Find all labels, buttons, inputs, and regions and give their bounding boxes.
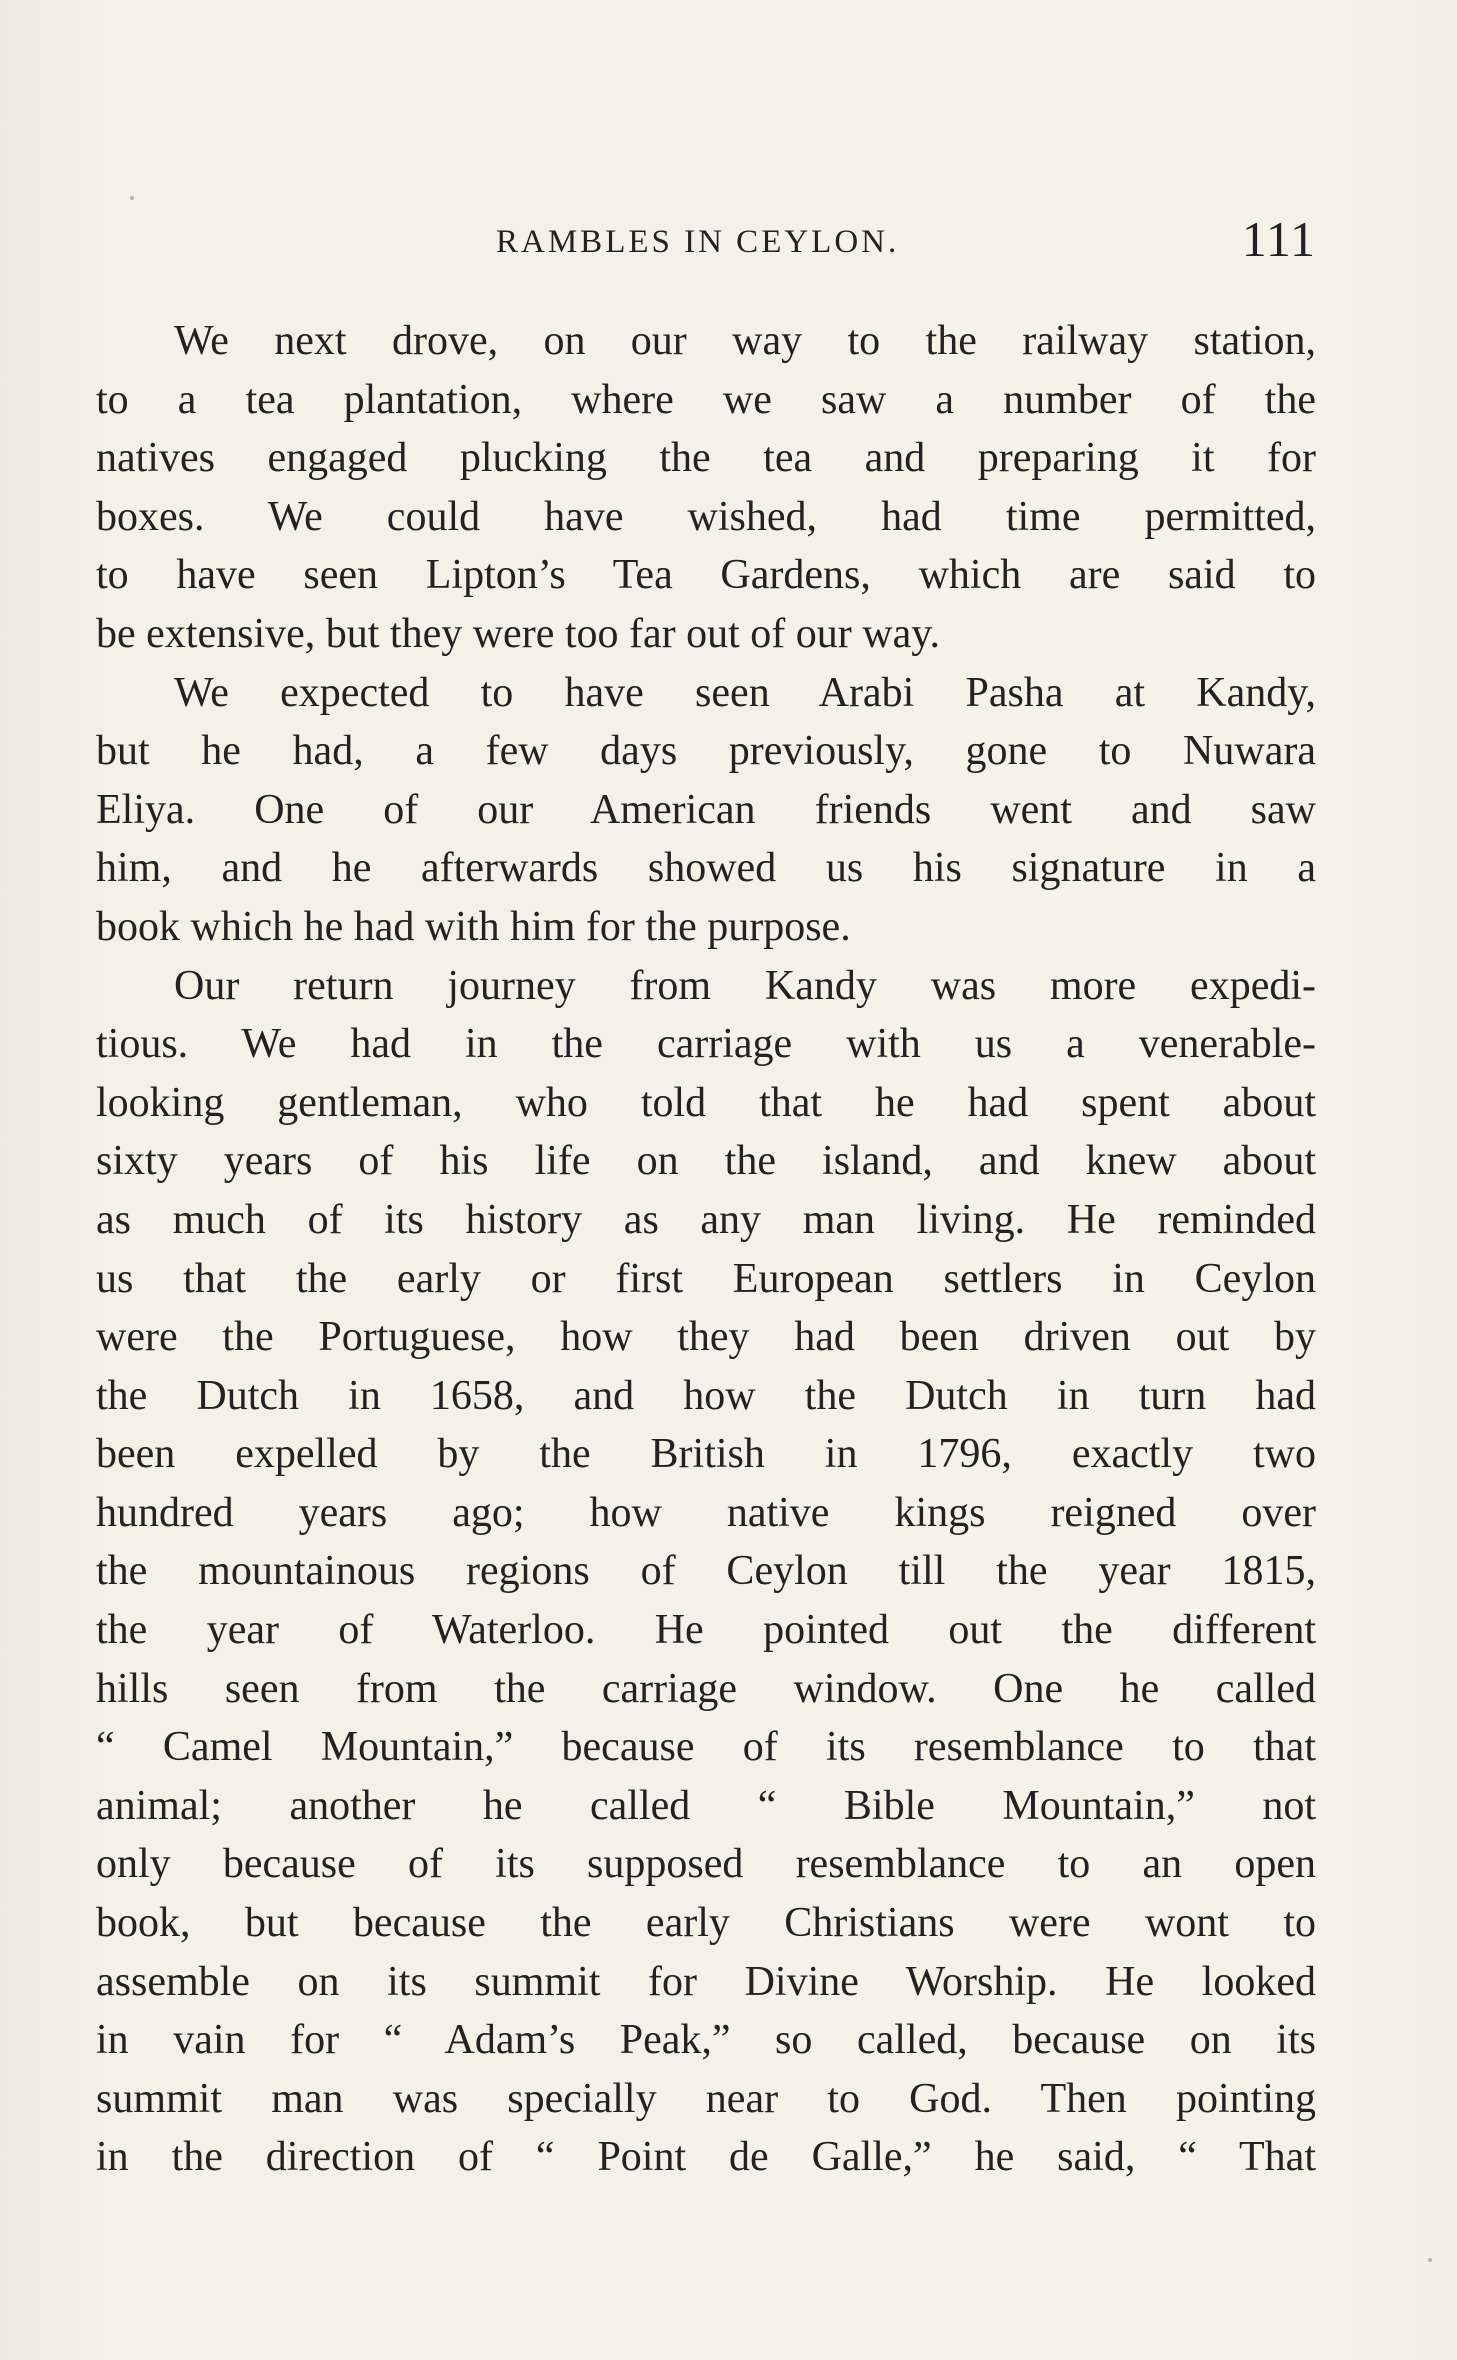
text-line: Eliya. One of our American friends went and saw <box>96 786 1316 833</box>
text-line: him, and he afterwards showed us his signature in a <box>96 845 1316 892</box>
text-line: as much of its history as any man living. He reminded <box>96 1196 1316 1243</box>
text-line: “ Camel Mountain,” because of its resemblance to that <box>96 1724 1316 1771</box>
text-line: to have seen Lipton’s Tea Gardens, which are said to <box>96 552 1316 599</box>
page-header <box>96 211 1316 274</box>
paper-speck <box>130 196 134 200</box>
text-line: in the direction of “ Point de Galle,” he said, “ That <box>96 2134 1316 2181</box>
text-line: book, but because the early Christians were wont to <box>96 1900 1316 1947</box>
text-line: the year of Waterloo. He pointed out the different <box>96 1607 1316 1654</box>
text-line: natives engaged plucking the tea and preparing it for <box>96 435 1316 482</box>
text-line: Our return journey from Kandy was more expedi- <box>174 962 1316 1009</box>
text-line: summit man was specially near to God. Then pointing <box>96 2075 1316 2122</box>
text-line: been expelled by the British in 1796, exactly two <box>96 1431 1316 1478</box>
running-head: RAMBLES IN CEYLON. <box>496 224 900 260</box>
text-line: only because of its supposed resemblance to an open <box>96 1841 1316 1888</box>
text-line: to a tea plantation, where we saw a number of the <box>96 376 1316 423</box>
text-line: but he had, a few days previously, gone to Nuwara <box>96 728 1316 775</box>
text-line: the mountainous regions of Ceylon till the year 1815, <box>96 1548 1316 1595</box>
text-line: looking gentleman, who told that he had spent about <box>96 1079 1316 1126</box>
text-line: be extensive, but they were too far out of our way. <box>96 610 940 657</box>
text-line: hills seen from the carriage window. One he called <box>96 1665 1316 1712</box>
text-line: the Dutch in 1658, and how the Dutch in turn had <box>96 1372 1316 1419</box>
body-text <box>96 312 1316 2187</box>
page-number: 111 <box>1241 211 1316 267</box>
text-line: assemble on its summit for Divine Worship. He looked <box>96 1958 1316 2005</box>
text-line: us that the early or first European settlers in Ceylon <box>96 1255 1316 1302</box>
text-line: We expected to have seen Arabi Pasha at Kandy, <box>174 669 1316 716</box>
paper-speck <box>1428 2258 1432 2262</box>
text-line: were the Portuguese, how they had been driven out by <box>96 1314 1316 1361</box>
text-line: sixty years of his life on the island, and knew about <box>96 1138 1316 1185</box>
text-line: hundred years ago; how native kings reigned over <box>96 1489 1316 1536</box>
text-line: boxes. We could have wished, had time permitted, <box>96 493 1316 540</box>
text-line: in vain for “ Adam’s Peak,” so called, because on its <box>96 2017 1316 2064</box>
text-line: animal; another he called “ Bible Mountain,” not <box>96 1782 1316 1829</box>
text-line: book which he had with him for the purpose. <box>96 903 851 950</box>
text-line: tious. We had in the carriage with us a venerable- <box>96 1021 1316 1068</box>
text-line: We next drove, on our way to the railway station, <box>174 318 1316 364</box>
